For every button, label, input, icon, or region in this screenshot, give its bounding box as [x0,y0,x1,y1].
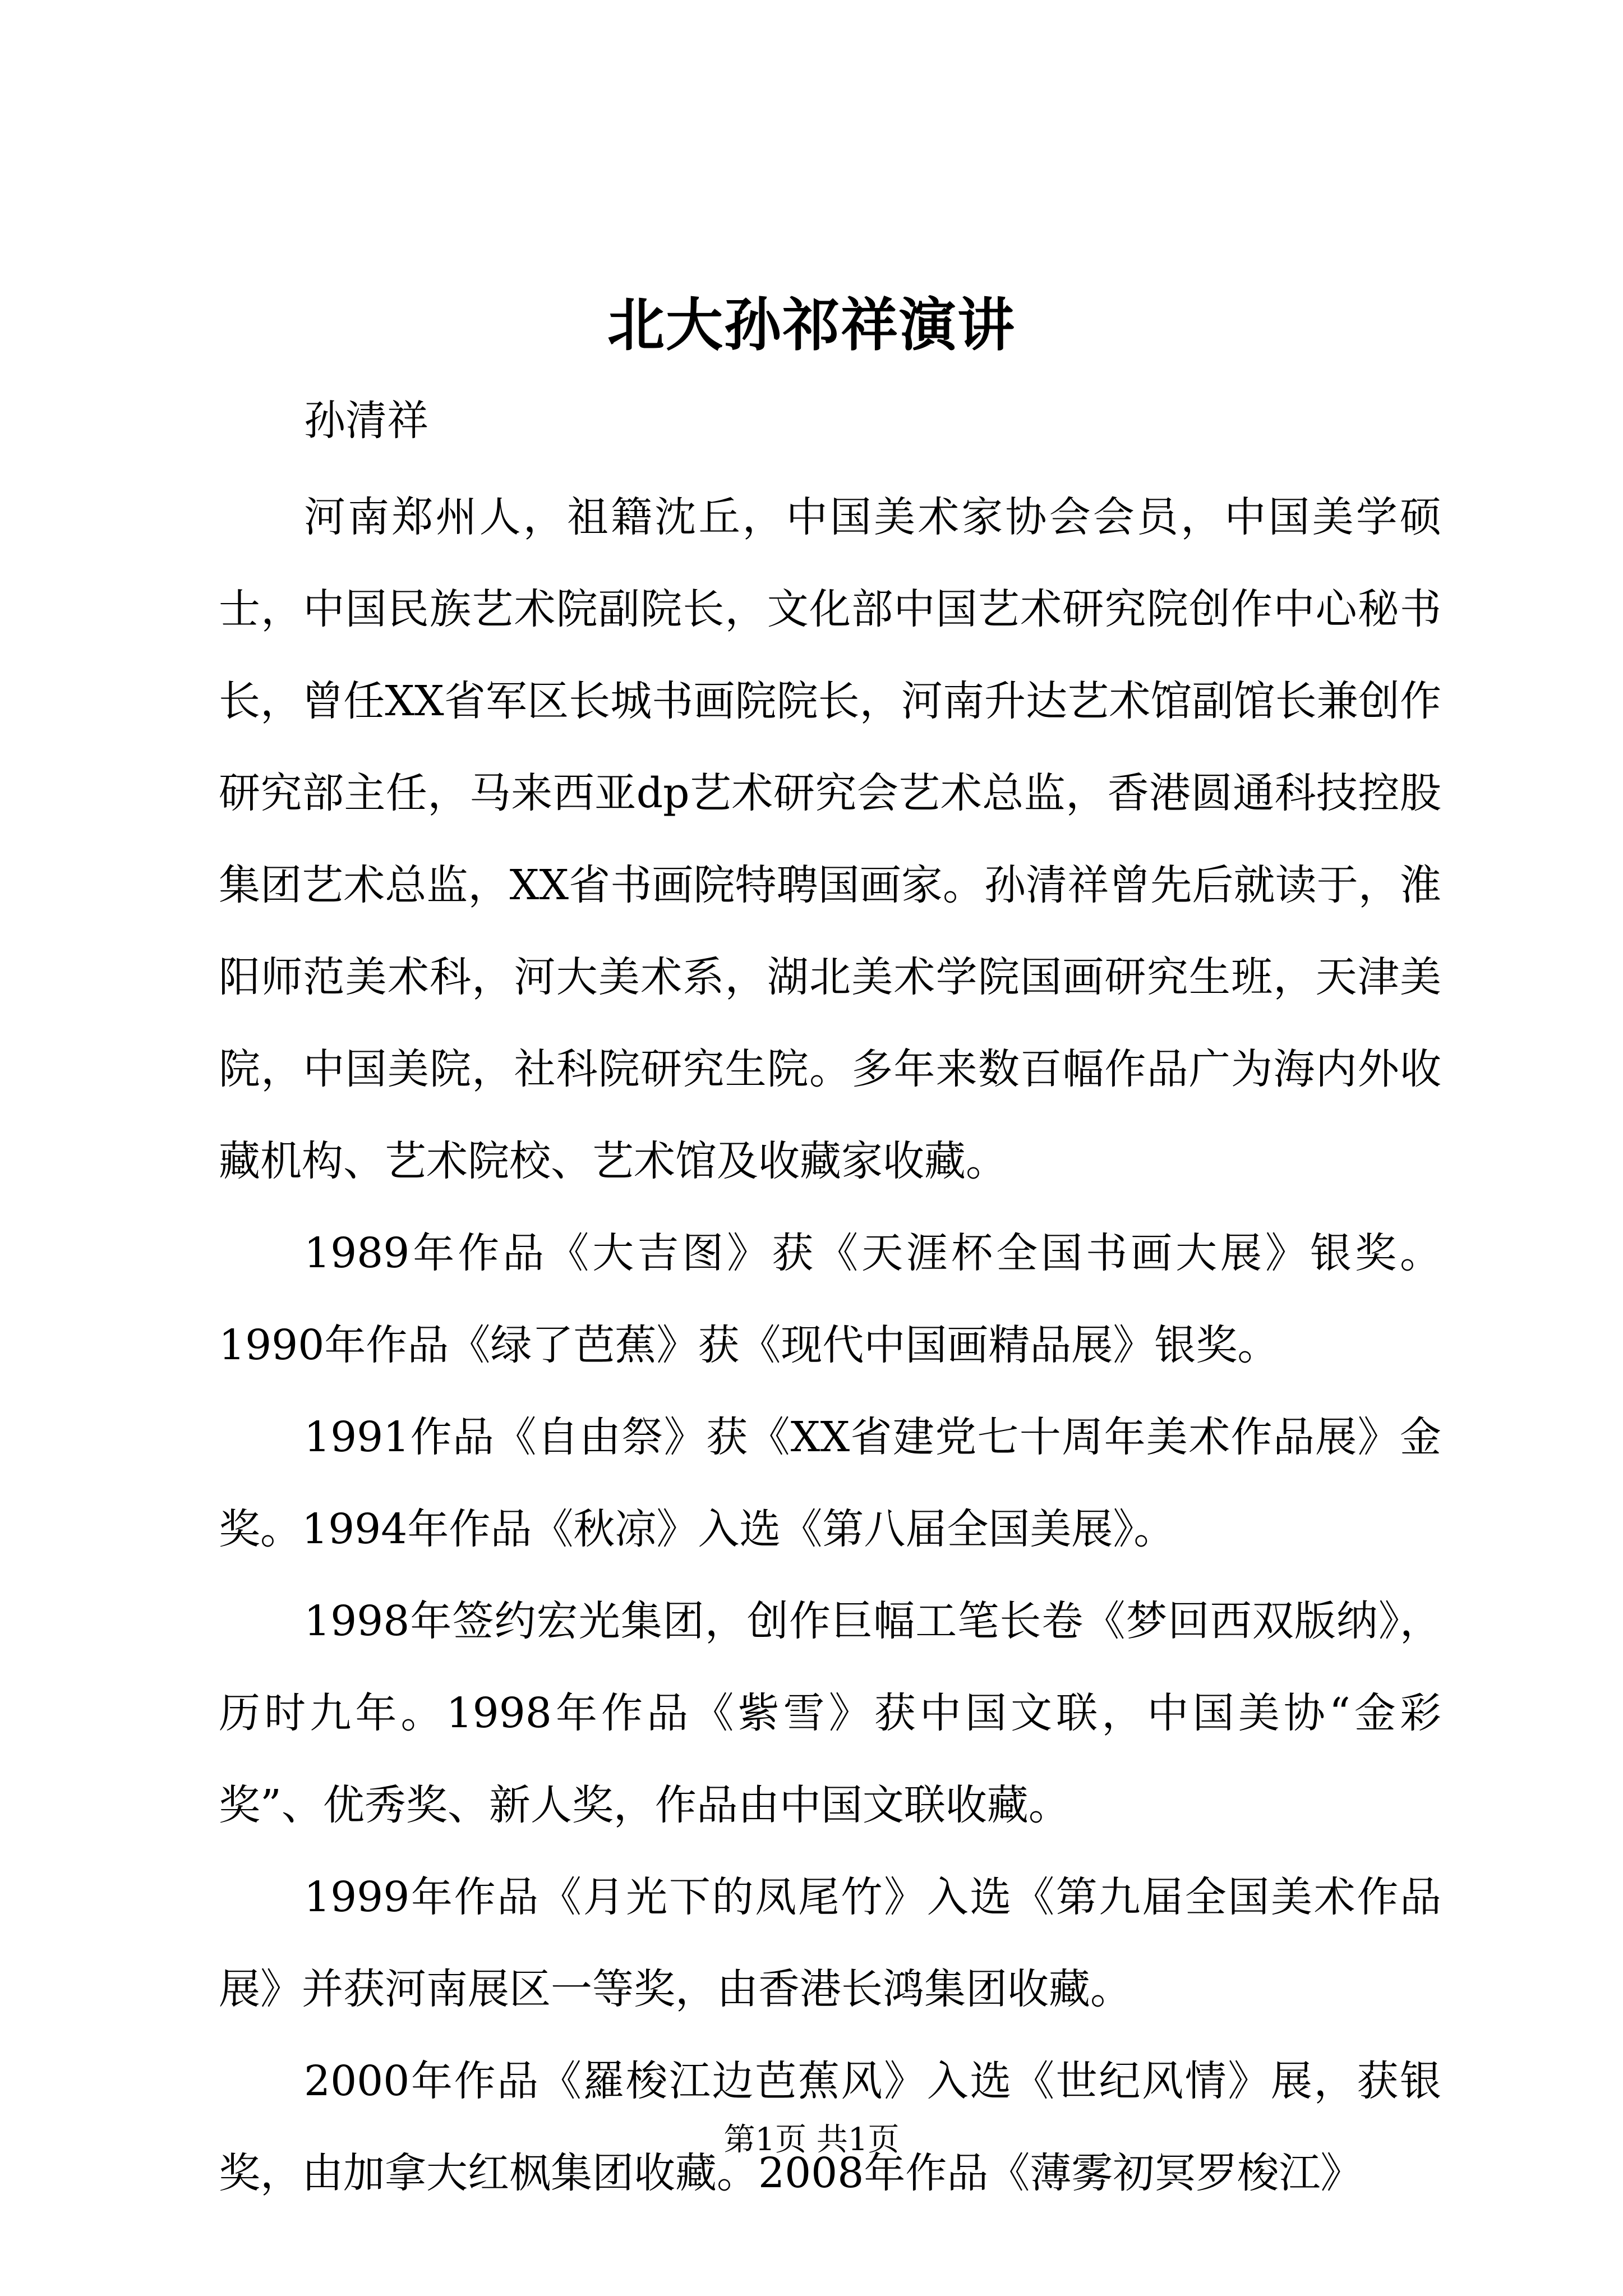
paragraph-2000: 2000年作品《羅梭江边芭蕉风》入选《世纪风情》展，获银奖，由加拿大红枫集团收藏。2008年作品《薄雾初冥罗梭江》 [219,2057,1441,2197]
document-title: 北大孙祁祥演讲 [607,292,1016,359]
document-body [219,471,1441,2219]
paragraph-1991: 1991作品《自由祭》获《XX省建党七十周年美术作品展》金奖。1994年作品《秋凉》入选《第八届全国美展》。 [219,1413,1441,1553]
page-footer: 第1页 共1页 [723,2122,900,2158]
paragraph-biography: 河南郑州人，祖籍沈丘，中国美术家协会会员，中国美学硕士，中国民族艺术院副院长，文化部中国艺术研究院创作中心秘书长，曾任XX省军区长城书画院院长，河南升达艺术馆副馆长兼创作研究部主任，马来西亚dp艺术研究会艺术总监，香港圆通科技控股集团艺术总监，XX省书画院特聘国画家。孙清祥曾先后就读于，淮阳师范美术科，河大美术系，湖北美术学院国画研究生班，天津美院，中国美院，社科院研究生院。多年来数百幅作品广为海内外收藏机构、艺术院校、艺术馆及收藏家收藏。 [219,493,1441,1185]
paragraph-1989: 1989年作品《大吉图》获《天涯杯全国书画大展》银奖。1990年作品《绿了芭蕉》获《现代中国画精品展》银奖。 [219,1229,1441,1369]
author-name: 孙清祥 [304,397,428,445]
paragraph-1999: 1999年作品《月光下的凤尾竹》入选《第九届全国美术作品展》并获河南展区一等奖，由香港长鸿集团收藏。 [219,1873,1441,2013]
paragraph-1998: 1998年签约宏光集团，创作巨幅工笔长卷《梦回西双版纳》，历时九年。1998年作品《紫雪》获中国文联，中国美协“金彩奖”、优秀奖、新人奖，作品由中国文联收藏。 [219,1597,1441,1829]
